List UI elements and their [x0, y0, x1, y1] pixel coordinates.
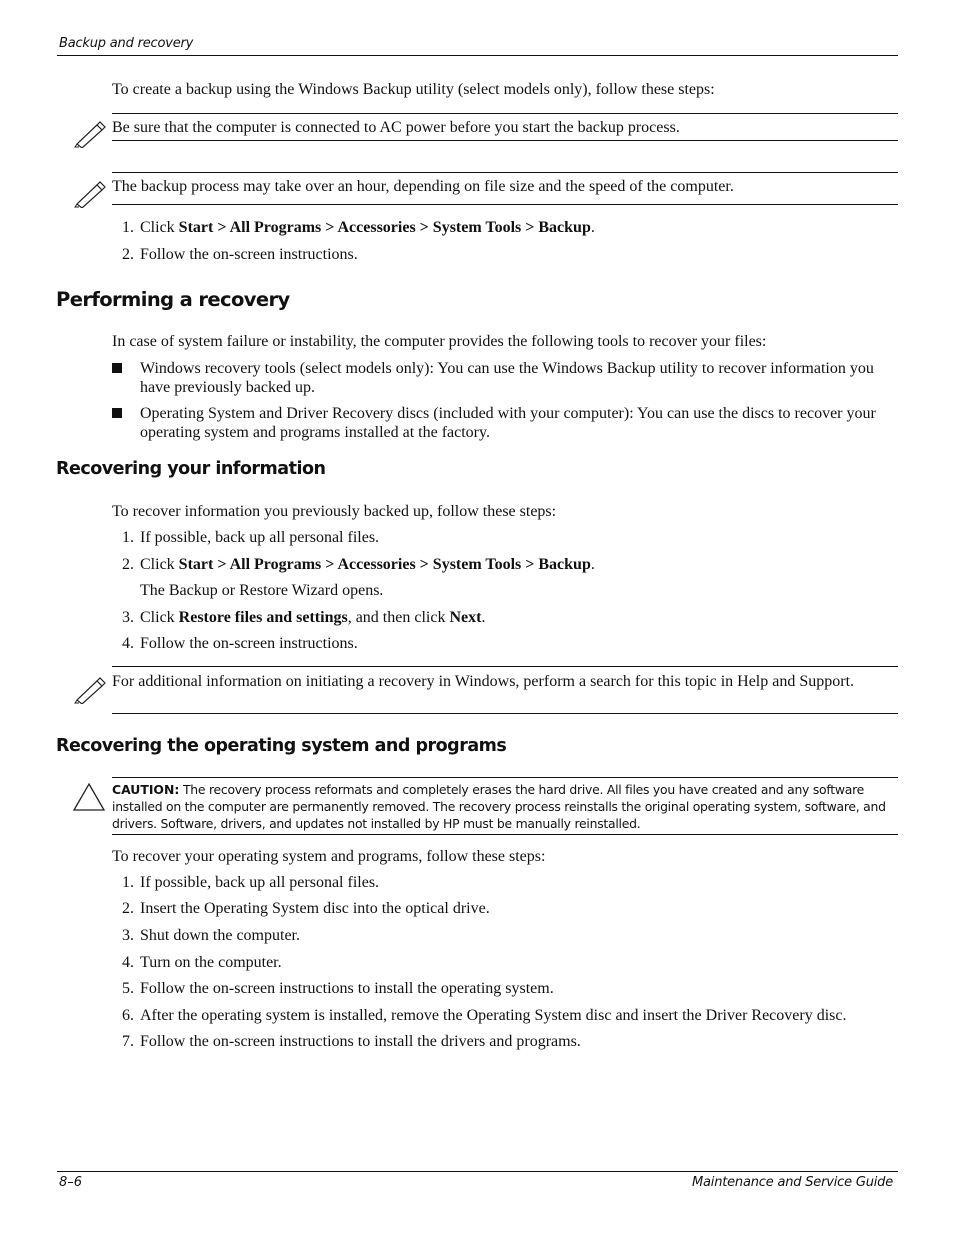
note-text: For additional information on initiating a recovery in Windows, perform a search for this topic in Help and Support. — [112, 673, 855, 690]
caution-text: CAUTION: The recovery process reformats and completely erases the hard drive. All files you have created and any software installed on the computer are permanently removed. The recovery process reinstalls the original operating system, software, and drivers. Software, drivers, and updates not installed by HP must be manually reinstalled. — [112, 782, 886, 831]
bullet-square — [112, 363, 122, 373]
recover-os-step-6: 6. After the operating system is installed, remove the Operating System disc and insert the Driver Recovery disc. — [122, 1007, 847, 1024]
backup-intro: To create a backup using the Windows Backup utility (select models only), follow these steps: — [112, 81, 715, 98]
bullet-recovery-discs: Operating System and Driver Recovery discs (included with your computer): You can use the discs to recover your operating system and programs installed at the factory. — [140, 405, 876, 441]
pencil-note-icon — [72, 120, 106, 148]
heading-recovering-os: Recovering the operating system and programs — [56, 736, 507, 756]
performing-intro: In case of system failure or instability, the computer provides the following tools to recover your files: — [112, 333, 767, 350]
recover-os-intro: To recover your operating system and programs, follow these steps: — [112, 848, 546, 865]
recover-info-step-3: 3. Click Restore files and settings, and then click Next. — [122, 609, 486, 626]
pencil-note-icon — [72, 180, 106, 208]
footer-rule — [57, 1171, 898, 1172]
recover-os-step-2: 2. Insert the Operating System disc into the optical drive. — [122, 900, 490, 917]
pencil-note-icon — [72, 676, 106, 704]
note-help-support — [112, 666, 898, 714]
recover-os-step-5: 5. Follow the on-screen instructions to install the operating system. — [122, 980, 554, 997]
note-backup-duration — [112, 172, 898, 205]
note-text: The backup process may take over an hour, depending on file size and the speed of the computer. — [112, 178, 734, 195]
heading-performing-recovery: Performing a recovery — [56, 288, 290, 311]
recover-info-step-2: 2. Click Start > All Programs > Accessories > System Tools > Backup. — [122, 556, 595, 573]
recover-os-step-7: 7. Follow the on-screen instructions to install the drivers and programs. — [122, 1033, 581, 1050]
recover-info-step-4: 4. Follow the on-screen instructions. — [122, 635, 358, 652]
caution-label: CAUTION: — [112, 782, 180, 797]
header-rule — [57, 55, 898, 56]
backup-step-1: 1. Click Start > All Programs > Accessories > System Tools > Backup. — [122, 219, 595, 236]
note-text: Be sure that the computer is connected to AC power before you start the backup process. — [112, 119, 680, 136]
note-ac-power — [112, 113, 898, 141]
page-number: 8–6 — [59, 1175, 83, 1190]
recover-info-step-2-result: The Backup or Restore Wizard opens. — [140, 582, 384, 599]
heading-recovering-information: Recovering your information — [56, 459, 326, 479]
recover-info-step-1: 1. If possible, back up all personal files. — [122, 529, 380, 546]
running-header: Backup and recovery — [59, 36, 194, 51]
caution-box — [112, 777, 898, 835]
caution-triangle-icon — [72, 782, 106, 812]
recover-os-step-1: 1. If possible, back up all personal files. — [122, 874, 380, 891]
recover-info-intro: To recover information you previously backed up, follow these steps: — [112, 503, 557, 520]
recover-os-step-4: 4. Turn on the computer. — [122, 954, 282, 971]
guide-title: Maintenance and Service Guide — [692, 1175, 893, 1190]
bullet-windows-tools: Windows recovery tools (select models only): You can use the Windows Backup utility to recover information you have previously backed up. — [140, 360, 874, 396]
recover-os-step-3: 3. Shut down the computer. — [122, 927, 300, 944]
bullet-square — [112, 408, 122, 418]
backup-step-2: 2. Follow the on-screen instructions. — [122, 246, 358, 263]
